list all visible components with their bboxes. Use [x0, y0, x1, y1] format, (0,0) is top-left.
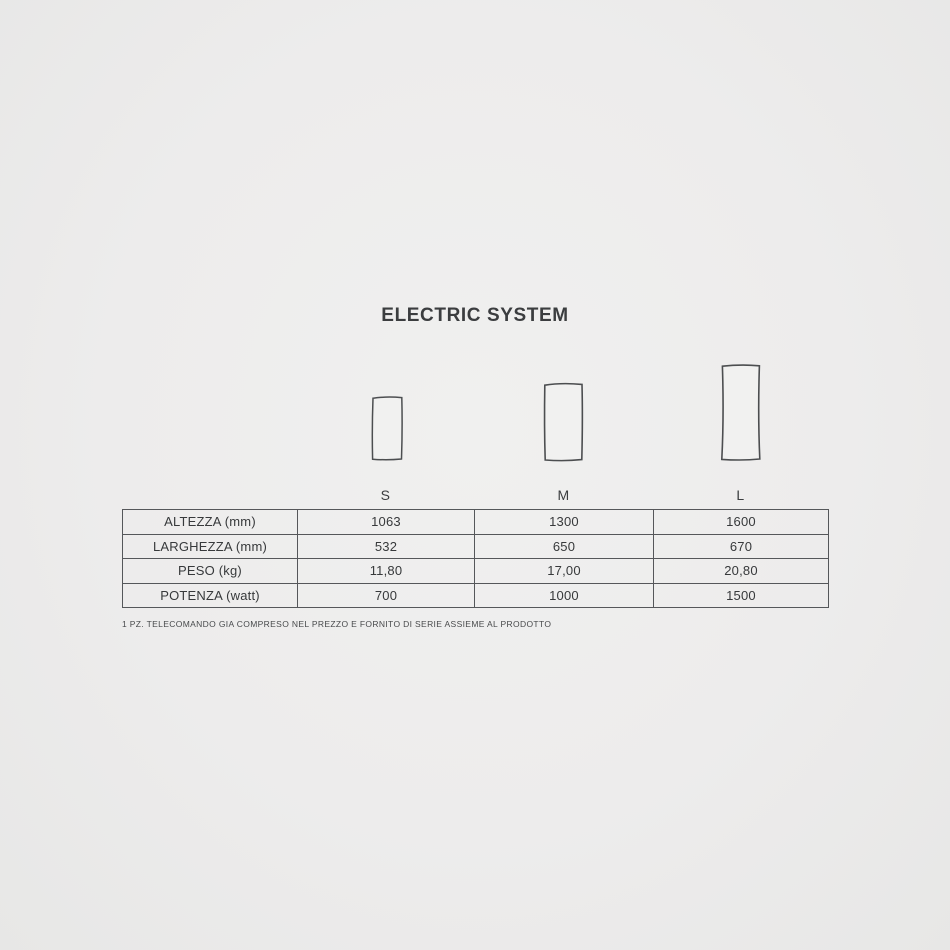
size-header-l: L — [736, 487, 745, 503]
row-label-cell: PESO (kg) — [123, 559, 298, 584]
table-cell: 1300 — [475, 510, 654, 535]
size-header-m: M — [557, 487, 570, 503]
table-cell: 532 — [298, 534, 475, 559]
size-header-row — [122, 487, 828, 507]
table-cell: 20,80 — [654, 559, 829, 584]
size-m-outline-drawing — [542, 381, 585, 463]
table-row-potenza — [123, 583, 829, 608]
table-cell: 650 — [475, 534, 654, 559]
row-label-cell: POTENZA (watt) — [123, 583, 298, 608]
table-cell: 1000 — [475, 583, 654, 608]
table-row-peso — [123, 559, 829, 584]
table-cell: 670 — [654, 534, 829, 559]
size-l-outline-icon — [719, 363, 763, 462]
footnote: 1 PZ. TELECOMANDO GIA COMPRESO NEL PREZZO E FORNITO DI SERIE ASSIEME AL PRODOTTO — [122, 619, 552, 629]
row-label-cell: LARGHEZZA (mm) — [123, 534, 298, 559]
row-label-cell: ALTEZZA (mm) — [123, 510, 298, 535]
table-cell: 1500 — [654, 583, 829, 608]
table-cell: 700 — [298, 583, 475, 608]
size-m-outline-icon — [542, 381, 585, 463]
spec-table — [122, 509, 829, 608]
size-header-s: S — [380, 487, 391, 503]
table-cell: 1063 — [298, 510, 475, 535]
table-cell: 1600 — [654, 510, 829, 535]
table-row-altezza — [123, 510, 829, 535]
size-header-spacer — [122, 487, 297, 507]
size-l-outline-drawing — [719, 363, 763, 462]
table-cell: 11,80 — [298, 559, 475, 584]
table-cell: 17,00 — [475, 559, 654, 584]
size-s-outline-drawing — [370, 395, 405, 462]
size-s-outline-icon — [370, 395, 405, 462]
table-row-larghezza — [123, 534, 829, 559]
page-title: ELECTRIC SYSTEM — [381, 305, 569, 326]
